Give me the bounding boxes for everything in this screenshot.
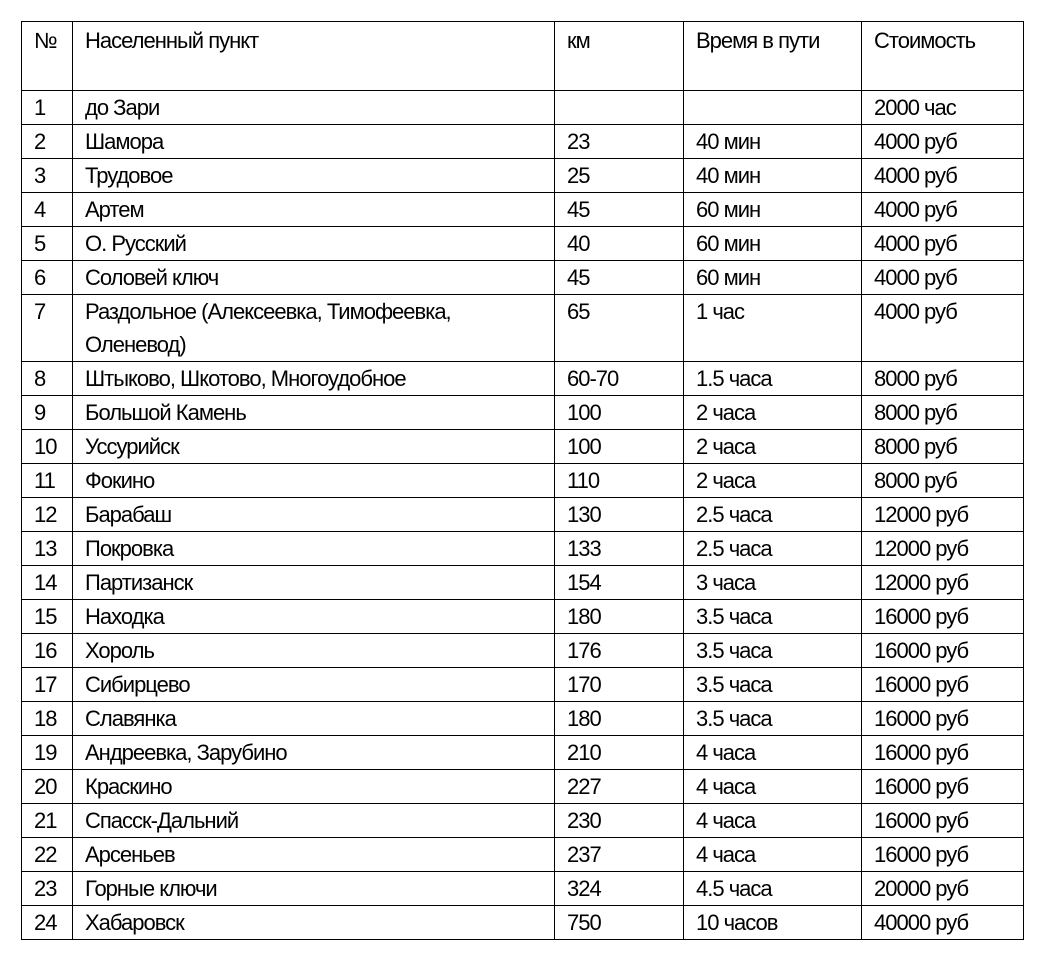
cell-km: 210 <box>555 736 684 770</box>
cell-place: Славянка <box>73 702 555 736</box>
table-header <box>22 22 1024 91</box>
cell-place: до Зари <box>73 91 555 125</box>
cell-km: 154 <box>555 566 684 600</box>
header-km: км <box>555 22 684 91</box>
cell-travel-time <box>684 91 862 125</box>
cell-place: О. Русский <box>73 227 555 261</box>
cell-place: Краскино <box>73 770 555 804</box>
cell-km: 110 <box>555 464 684 498</box>
cell-cost: 8000 руб <box>862 464 1024 498</box>
cell-cost: 16000 руб <box>862 736 1024 770</box>
cell-place: Шамора <box>73 125 555 159</box>
table-row <box>22 668 1024 702</box>
table-row <box>22 125 1024 159</box>
cell-travel-time: 1 час <box>684 295 862 362</box>
cell-cost: 4000 руб <box>862 159 1024 193</box>
cell-travel-time: 3.5 часа <box>684 702 862 736</box>
cell-number: 12 <box>22 498 73 532</box>
table-row <box>22 396 1024 430</box>
table-body <box>22 91 1024 940</box>
cell-number: 24 <box>22 906 73 940</box>
cell-cost: 12000 руб <box>862 532 1024 566</box>
header-travel-time: Время в пути <box>684 22 862 91</box>
cell-km: 324 <box>555 872 684 906</box>
cell-cost: 4000 руб <box>862 227 1024 261</box>
header-row <box>22 22 1024 91</box>
cell-number: 16 <box>22 634 73 668</box>
table-row <box>22 634 1024 668</box>
cell-km: 100 <box>555 396 684 430</box>
table-row <box>22 770 1024 804</box>
cell-cost: 16000 руб <box>862 668 1024 702</box>
cell-number: 21 <box>22 804 73 838</box>
cell-number: 23 <box>22 872 73 906</box>
cell-place: Трудовое <box>73 159 555 193</box>
cell-place: Соловей ключ <box>73 261 555 295</box>
table-row <box>22 600 1024 634</box>
cell-cost: 8000 руб <box>862 362 1024 396</box>
cell-place: Горные ключи <box>73 872 555 906</box>
table-row <box>22 872 1024 906</box>
cell-travel-time: 2 часа <box>684 464 862 498</box>
cell-travel-time: 4.5 часа <box>684 872 862 906</box>
cell-travel-time: 3.5 часа <box>684 668 862 702</box>
cell-cost: 16000 руб <box>862 838 1024 872</box>
cell-place: Большой Камень <box>73 396 555 430</box>
cell-travel-time: 2.5 часа <box>684 498 862 532</box>
cell-place: Уссурийск <box>73 430 555 464</box>
cell-number: 5 <box>22 227 73 261</box>
cell-number: 19 <box>22 736 73 770</box>
cell-km: 23 <box>555 125 684 159</box>
cell-travel-time: 4 часа <box>684 770 862 804</box>
cell-number: 4 <box>22 193 73 227</box>
cell-km: 180 <box>555 702 684 736</box>
cell-cost: 4000 руб <box>862 261 1024 295</box>
table-row <box>22 430 1024 464</box>
table-row <box>22 906 1024 940</box>
cell-number: 8 <box>22 362 73 396</box>
cell-place: Покровка <box>73 532 555 566</box>
cell-place: Хороль <box>73 634 555 668</box>
cell-km: 237 <box>555 838 684 872</box>
cell-place: Штыково, Шкотово, Многоудобное <box>73 362 555 396</box>
cell-travel-time: 4 часа <box>684 736 862 770</box>
cell-km: 45 <box>555 193 684 227</box>
cell-cost: 20000 руб <box>862 872 1024 906</box>
cell-number: 6 <box>22 261 73 295</box>
table-row <box>22 464 1024 498</box>
cell-travel-time: 4 часа <box>684 838 862 872</box>
cell-cost: 16000 руб <box>862 634 1024 668</box>
table-row <box>22 91 1024 125</box>
cell-cost: 4000 руб <box>862 295 1024 362</box>
cell-cost: 4000 руб <box>862 193 1024 227</box>
cell-km: 45 <box>555 261 684 295</box>
cell-place: Партизанск <box>73 566 555 600</box>
table-row <box>22 193 1024 227</box>
cell-travel-time: 2.5 часа <box>684 532 862 566</box>
cell-number: 1 <box>22 91 73 125</box>
cell-travel-time: 3 часа <box>684 566 862 600</box>
cell-place: Хабаровск <box>73 906 555 940</box>
cell-cost: 40000 руб <box>862 906 1024 940</box>
table-row <box>22 736 1024 770</box>
cell-cost: 12000 руб <box>862 498 1024 532</box>
cell-number: 9 <box>22 396 73 430</box>
cell-place: Сибирцево <box>73 668 555 702</box>
cell-km: 60-70 <box>555 362 684 396</box>
table-row <box>22 838 1024 872</box>
cell-place: Андреевка, Зарубино <box>73 736 555 770</box>
header-cost: Стоимость <box>862 22 1024 91</box>
cell-travel-time: 60 мин <box>684 261 862 295</box>
cell-place: Раздольное (Алексеевка, Тимофеевка, Оленевод) <box>73 295 555 362</box>
cell-place: Находка <box>73 600 555 634</box>
cell-place: Барабаш <box>73 498 555 532</box>
cell-travel-time: 4 часа <box>684 804 862 838</box>
cell-travel-time: 40 мин <box>684 159 862 193</box>
table-row <box>22 227 1024 261</box>
cell-cost: 4000 руб <box>862 125 1024 159</box>
cell-number: 22 <box>22 838 73 872</box>
cell-km: 176 <box>555 634 684 668</box>
cell-km: 227 <box>555 770 684 804</box>
cell-number: 11 <box>22 464 73 498</box>
cell-cost: 2000 час <box>862 91 1024 125</box>
cell-travel-time: 10 часов <box>684 906 862 940</box>
table-row <box>22 362 1024 396</box>
cell-number: 3 <box>22 159 73 193</box>
cell-km: 130 <box>555 498 684 532</box>
cell-cost: 8000 руб <box>862 430 1024 464</box>
cell-travel-time: 60 мин <box>684 227 862 261</box>
table-row <box>22 498 1024 532</box>
cell-km: 25 <box>555 159 684 193</box>
cell-travel-time: 3.5 часа <box>684 600 862 634</box>
cell-travel-time: 40 мин <box>684 125 862 159</box>
cell-km <box>555 91 684 125</box>
header-place: Населенный пункт <box>73 22 555 91</box>
cell-place: Арсеньев <box>73 838 555 872</box>
cell-travel-time: 3.5 часа <box>684 634 862 668</box>
table-row <box>22 702 1024 736</box>
header-number: № <box>22 22 73 91</box>
cell-place: Спасск-Дальний <box>73 804 555 838</box>
cell-km: 40 <box>555 227 684 261</box>
cell-travel-time: 2 часа <box>684 430 862 464</box>
cell-number: 2 <box>22 125 73 159</box>
cell-number: 10 <box>22 430 73 464</box>
cell-place: Артем <box>73 193 555 227</box>
cell-km: 100 <box>555 430 684 464</box>
cell-cost: 16000 руб <box>862 804 1024 838</box>
cell-km: 133 <box>555 532 684 566</box>
cell-number: 17 <box>22 668 73 702</box>
cell-travel-time: 60 мин <box>684 193 862 227</box>
cell-km: 180 <box>555 600 684 634</box>
cell-km: 230 <box>555 804 684 838</box>
cell-km: 65 <box>555 295 684 362</box>
cell-number: 20 <box>22 770 73 804</box>
cell-cost: 12000 руб <box>862 566 1024 600</box>
cell-number: 14 <box>22 566 73 600</box>
cell-km: 170 <box>555 668 684 702</box>
cell-travel-time: 1.5 часа <box>684 362 862 396</box>
table-row <box>22 159 1024 193</box>
table-row <box>22 804 1024 838</box>
cell-cost: 16000 руб <box>862 702 1024 736</box>
cell-travel-time: 2 часа <box>684 396 862 430</box>
table-row <box>22 566 1024 600</box>
price-table <box>21 21 1024 940</box>
cell-km: 750 <box>555 906 684 940</box>
cell-cost: 8000 руб <box>862 396 1024 430</box>
cell-number: 18 <box>22 702 73 736</box>
cell-number: 7 <box>22 295 73 362</box>
cell-number: 13 <box>22 532 73 566</box>
table-row <box>22 295 1024 362</box>
cell-cost: 16000 руб <box>862 600 1024 634</box>
table-row <box>22 261 1024 295</box>
table-row <box>22 532 1024 566</box>
cell-place: Фокино <box>73 464 555 498</box>
cell-cost: 16000 руб <box>862 770 1024 804</box>
cell-number: 15 <box>22 600 73 634</box>
